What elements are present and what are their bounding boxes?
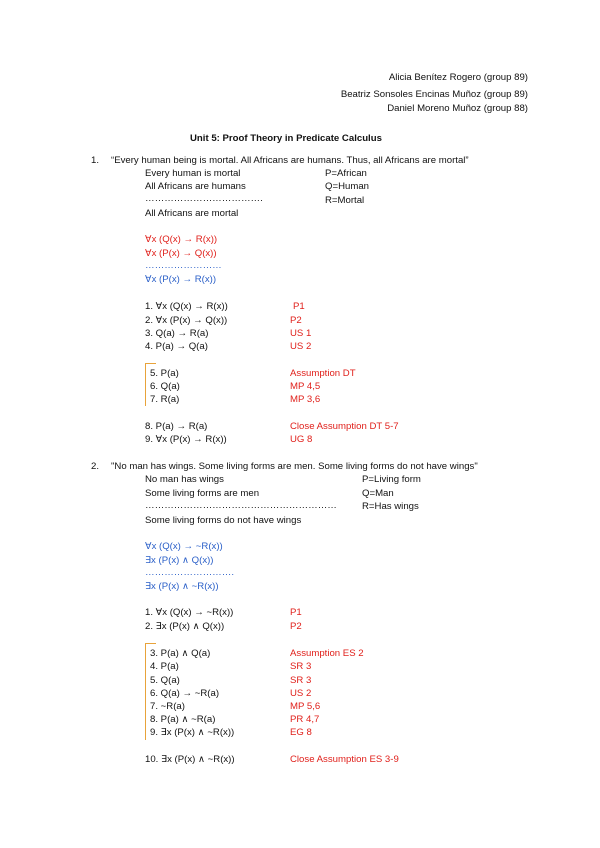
proof-formula: 6. Q(a) [150,381,180,392]
exercise-statement: “Every human being is mortal. All Africans are humans. Thus, all Africans are mortal” [111,155,469,166]
formal-premise: ∃x (P(x) ∧ Q(x)) [145,555,214,566]
proof-formula: 3. Q(a) → R(a) [145,328,209,339]
premise: Every human is mortal [145,168,241,179]
proof-rule: P2 [290,621,302,632]
proof-rule: Assumption DT [290,368,356,379]
author-line: Beatriz Sonsoles Encinas Muñoz (group 89) [340,89,528,100]
premise: All Africans are humans [145,181,246,192]
exercise-statement: "No man has wings. Some living forms are men. Some living forms do not have wings" [111,461,478,472]
proof-rule: Assumption ES 2 [290,648,364,659]
predicate-definition: R=Mortal [325,195,365,206]
formal-premise: ∀x (Q(x) → ~R(x)) [145,541,223,552]
conclusion: Some living forms do not have wings [145,515,302,526]
argument-divider: …………………………………………………… [145,500,337,511]
predicate-definition: Q=Man [362,488,394,499]
proof-formula: 3. P(a) ∧ Q(a) [150,648,211,659]
predicate-definition: Q=Human [325,181,369,192]
proof-rule: EG 8 [290,727,312,738]
proof-rule: US 2 [290,688,312,699]
proof-rule: UG 8 [290,434,313,445]
predicate-definition: P=African [325,168,367,179]
proof-formula: 4. P(a) → Q(a) [145,341,208,352]
proof-formula: 7. R(a) [150,394,180,405]
exercise-number: 2. [91,461,100,472]
proof-rule: MP 4,5 [290,381,321,392]
proof-rule: SR 3 [290,675,312,686]
premise: No man has wings [145,474,224,485]
formal-divider: …………………… [145,260,222,271]
proof-rule: MP 5,6 [290,701,321,712]
proof-rule: P2 [290,315,302,326]
author-line: Alicia Benítez Rogero (group 89) [388,72,528,83]
proof-rule: PR 4,7 [290,714,320,725]
conclusion: All Africans are mortal [145,208,239,219]
proof-formula: 9. ∃x (P(x) ∧ ~R(x)) [150,727,235,738]
proof-formula: 8. P(a) → R(a) [145,421,208,432]
proof-formula: 2. ∃x (P(x) ∧ Q(x)) [145,621,225,632]
proof-formula: 1. ∀x (Q(x) → ~R(x)) [145,607,234,618]
formal-conclusion: ∃x (P(x) ∧ ~R(x)) [145,581,219,592]
argument-divider: ………………………………. [145,193,263,204]
proof-rule: US 2 [290,341,312,352]
formal-conclusion: ∀x (P(x) → R(x)) [145,274,217,285]
premise: Some living forms are men [145,488,260,499]
formal-premise: ∀x (P(x) → Q(x)) [145,248,217,259]
proof-formula: 5. P(a) [150,368,179,379]
proof-formula: 2. ∀x (P(x) → Q(x)) [145,315,228,326]
formal-divider: ………………………. [145,567,235,578]
proof-rule: P1 [293,301,305,312]
predicate-definition: R=Has wings [362,501,419,512]
proof-formula: 8. P(a) ∧ ~R(a) [150,714,216,725]
formal-premise: ∀x (Q(x) → R(x)) [145,234,218,245]
proof-formula: 6. Q(a) → ~R(a) [150,688,220,699]
proof-formula: 7. ~R(a) [150,701,185,712]
proof-formula: 4. P(a) [150,661,179,672]
page-title: Unit 5: Proof Theory in Predicate Calculus [190,133,382,144]
proof-rule: P1 [290,607,302,618]
proof-rule: MP 3,6 [290,394,321,405]
predicate-definition: P=Living form [362,474,421,485]
proof-formula: 5. Q(a) [150,675,180,686]
proof-rule: US 1 [290,328,312,339]
proof-formula: 9. ∀x (P(x) → R(x)) [145,434,227,445]
proof-rule: Close Assumption DT 5-7 [290,421,399,432]
proof-rule: Close Assumption ES 3-9 [290,754,399,765]
proof-formula: 10. ∃x (P(x) ∧ ~R(x)) [145,754,235,765]
proof-rule: SR 3 [290,661,312,672]
author-line: Daniel Moreno Muñoz (group 88) [387,103,528,114]
exercise-number: 1. [91,155,100,166]
proof-formula: 1. ∀x (Q(x) → R(x)) [145,301,228,312]
